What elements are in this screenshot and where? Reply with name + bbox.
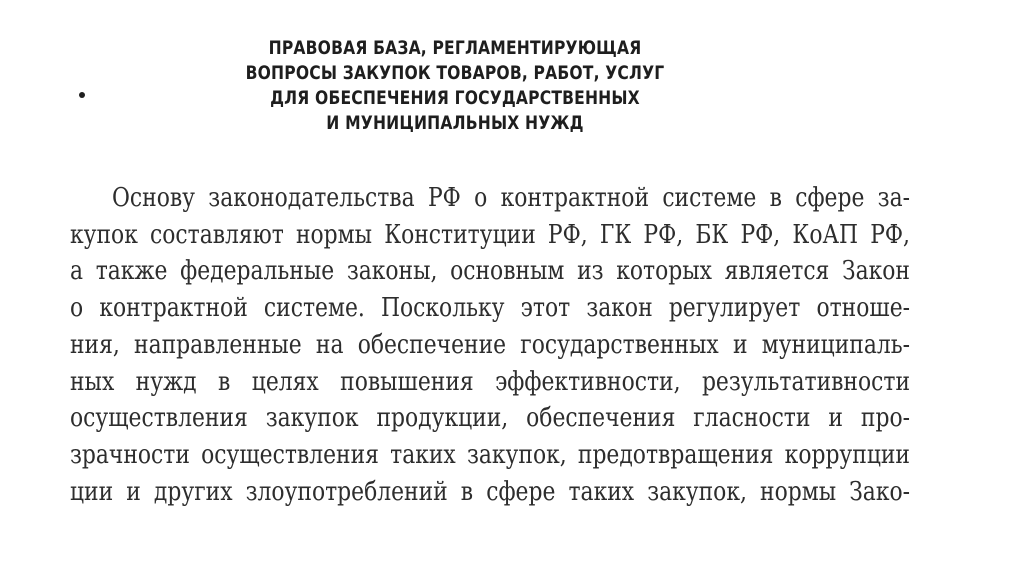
paragraph-line-8: зрачности осуществления таких закупок, предотвращения коррупции xyxy=(70,439,910,470)
body-paragraph xyxy=(70,180,910,510)
section-heading xyxy=(180,36,730,136)
paragraph-line-7: осуществления закупок продукции, обеспечения гласности и про- xyxy=(70,403,910,434)
paragraph-line-3: а также федеральные законы, основным из которых является Закон xyxy=(70,256,910,287)
paragraph-line-2: купок составляют нормы Конституции РФ, ГК РФ, БК РФ, КоАП РФ, xyxy=(70,219,910,250)
heading-line-1: ПРАВОВАЯ БАЗА, РЕГЛАМЕНТИРУЮЩАЯ xyxy=(268,37,642,59)
paragraph-line-9: ции и других злоупотреблений в сфере таких закупок, нормы Зако- xyxy=(70,476,910,507)
paragraph-line-1: Основу законодательства РФ о контрактной системе в сфере за- xyxy=(112,183,910,213)
heading-line-2: ВОПРОСЫ ЗАКУПОК ТОВАРОВ, РАБОТ, УСЛУГ xyxy=(245,62,665,84)
paragraph-line-6: ных нужд в целях повышения эффективности, результативности xyxy=(70,366,910,397)
paragraph-line-4: о контрактной системе. Поскольку этот закон регулирует отноше- xyxy=(70,293,910,324)
bullet-point xyxy=(79,92,85,98)
heading-line-3: ДЛЯ ОБЕСПЕЧЕНИЯ ГОСУДАРСТВЕННЫХ xyxy=(270,87,640,109)
paragraph-line-5: ния, направленные на обеспечение государственных и муниципаль- xyxy=(70,329,910,360)
heading-line-4: И МУНИЦИПАЛЬНЫХ НУЖД xyxy=(326,112,584,134)
